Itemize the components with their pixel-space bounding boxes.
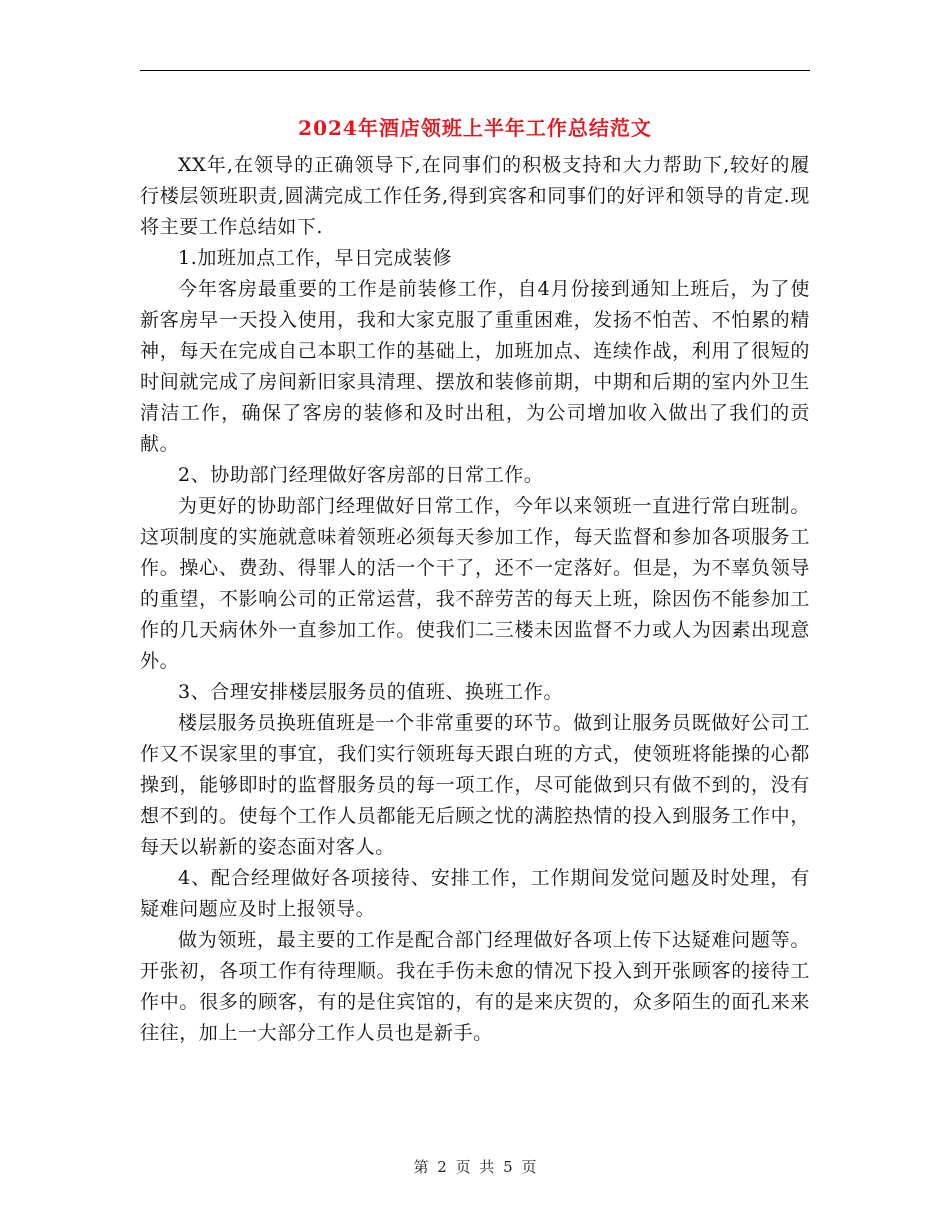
section-heading-2: 2、协助部门经理做好客房部的日常工作。 <box>178 464 544 486</box>
section-heading-4: 4、配合经理做好各项接待、安排工作，工作期间发觉问题及时处理，有疑难问题应及时上报领导。 <box>140 867 810 920</box>
page-number-footer: 第 2 页 共 5 页 <box>413 1158 537 1176</box>
paragraph-section-4: 做为领班，最主要的工作是配合部门经理做好各项上传下达疑难问题等。开张初，各项工作有待理顺。我在手伤未愈的情况下投入到开张顾客的接待工作中。很多的顾客，有的是住宾馆的，有的是来庆贺的，众多陌生的面孔来来往往，加上一大部分工作人员也是新手。 <box>140 929 810 1044</box>
document-body <box>140 150 810 1049</box>
document-title: 2024年酒店领班上半年工作总结范文 <box>298 116 652 140</box>
paragraph-intro: XX年,在领导的正确领导下,在同事们的积极支持和大力帮助下,较好的履行楼层领班职责,圆满完成工作任务,得到宾客和同事们的好评和领导的肯定.现将主要工作总结如下. <box>140 154 810 238</box>
section-heading-3: 3、合理安排楼层服务员的值班、换班工作。 <box>178 681 564 703</box>
paragraph-section-2: 为更好的协助部门经理做好日常工作，今年以来领班一直进行常白班制。这项制度的实施就意味着领班必须每天参加工作，每天监督和参加各项服务工作。操心、费劲、得罪人的活一个干了，还不一定落好。但是，为不辜负领导的重望，不影响公司的正常运营，我不辞劳苦的每天上班，除因伤不能参加工作的几天病休外一直参加工作。使我们二三楼未因监督不力或人为因素出现意外。 <box>140 495 810 672</box>
paragraph-section-1: 今年客房最重要的工作是前装修工作，自4月份接到通知上班后，为了使新客房早一天投入使用，我和大家克服了重重困难，发扬不怕苦、不怕累的精神，每天在完成自己本职工作的基础上，加班加点、连续作战，利用了很短的时间就完成了房间新旧家具清理、摆放和装修前期，中期和后期的室内外卫生清洁工作，确保了客房的装修和及时出租，为公司增加收入做出了我们的贡献。 <box>140 278 810 455</box>
header-rule <box>140 70 810 71</box>
section-heading-1: 1.加班加点工作，早日完成装修 <box>178 247 453 269</box>
paragraph-section-3: 楼层服务员换班值班是一个非常重要的环节。做到让服务员既做好公司工作又不误家里的事宜，我们实行领班每天跟白班的方式，使领班将能操的心都操到，能够即时的监督服务员的每一项工作，尽可能做到只有做不到的，没有想不到的。使每个工作人员都能无后顾之忧的满腔热情的投入到服务工作中，每天以崭新的姿态面对客人。 <box>140 712 810 858</box>
